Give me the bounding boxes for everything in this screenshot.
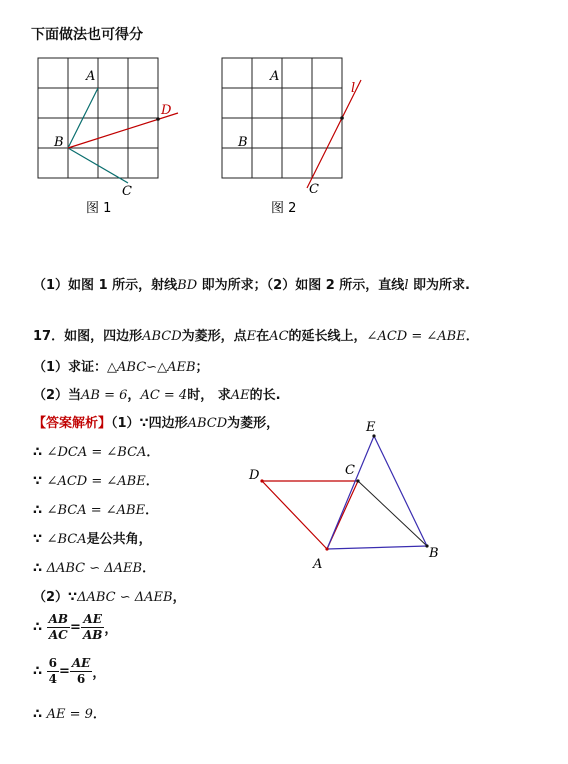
fig2-caption: 图 2 xyxy=(271,201,297,216)
q2-sep: ， xyxy=(127,388,141,403)
step-5-end: ． xyxy=(142,561,156,576)
step-2-expr: ∠ACD = ∠ABE xyxy=(46,474,146,489)
because-symbol: ∵ xyxy=(33,474,43,489)
p17-end: ． xyxy=(465,329,479,344)
rhombus-label-a: A xyxy=(313,557,323,572)
fig1-label-c: C xyxy=(122,184,132,199)
p17-abcd: ABCD xyxy=(142,329,182,344)
fraction-ae-ab xyxy=(81,612,104,643)
answer-expr: AE = 9 xyxy=(46,707,93,722)
solution-answer xyxy=(33,703,106,722)
sol-intro-abcd: ABCD xyxy=(187,416,228,431)
point-d xyxy=(156,117,160,121)
fig2-label-a: A xyxy=(270,69,280,84)
p17-text-c: 在 xyxy=(256,329,270,344)
solution-step-1 xyxy=(33,441,159,460)
fig1-caption: 图 1 xyxy=(86,201,112,216)
answer-part-2: 即为所求；（2）如图 2 所示，直线 xyxy=(197,278,405,293)
segment-cb xyxy=(358,481,427,546)
q2-mid: 时， 求 xyxy=(187,388,231,403)
fig1-label-b: B xyxy=(54,135,64,150)
fraction-ab-ac xyxy=(47,612,70,643)
therefore-symbol: ∴ xyxy=(33,707,43,722)
fraction-denominator: AC xyxy=(48,628,68,642)
segment-eb xyxy=(374,436,427,546)
therefore-symbol: ∴ xyxy=(33,664,43,679)
step-3-end: ． xyxy=(145,503,159,518)
solution-step-2 xyxy=(33,470,159,489)
answer-tag: 【答案解析】 xyxy=(33,416,112,431)
fraction-numerator: AE xyxy=(81,612,104,628)
problem-17-statement xyxy=(33,325,479,344)
figure-1 xyxy=(20,50,220,225)
step-3-expr: ∠BCA = ∠ABE xyxy=(46,503,146,518)
because-symbol: ∵ xyxy=(33,532,43,547)
rhombus-figure xyxy=(240,418,450,578)
segment-ae xyxy=(327,436,374,549)
fig1-label-a: A xyxy=(86,69,96,84)
sol-intro-a: （1）∵四边形 xyxy=(111,416,188,431)
answer-end: ． xyxy=(92,707,106,722)
p17-e: E xyxy=(246,329,257,344)
sol-intro-b: 为菱形， xyxy=(227,416,280,431)
step-2-end: ． xyxy=(145,474,159,489)
point-d xyxy=(260,479,263,482)
fraction-numerator: AE xyxy=(71,656,91,670)
answer-line-l: l xyxy=(404,278,409,293)
figure-1-grid xyxy=(38,58,158,178)
problem-17-q2 xyxy=(33,384,281,403)
fraction-numerator: AB xyxy=(48,612,69,626)
equals-sign: = xyxy=(70,620,81,635)
step-4-text: 是公共角， xyxy=(86,532,152,547)
step-1-end: ． xyxy=(146,445,160,460)
therefore-symbol: ∴ xyxy=(33,561,43,576)
fig1-label-d: D xyxy=(161,103,172,118)
q2-end: 的长. xyxy=(249,388,281,403)
solution-fraction-2 xyxy=(33,656,105,687)
part-2-expr: ΔABC ∽ ΔAEB xyxy=(77,590,173,605)
answer-line xyxy=(33,274,470,293)
fraction-ae-6 xyxy=(70,656,92,687)
fraction-denominator: AB xyxy=(82,628,103,642)
line-l xyxy=(307,80,361,188)
fraction-6-4 xyxy=(47,656,59,687)
q1-end: ； xyxy=(195,360,209,375)
fraction-1-end: ， xyxy=(104,622,118,637)
triangle-acd xyxy=(262,481,358,549)
rhombus-label-e: E xyxy=(366,420,376,435)
segment-ab xyxy=(327,546,427,549)
step-5-expr: ΔABC ∽ ΔAEB xyxy=(46,561,143,576)
p17-text-d: 的延长线上， xyxy=(288,329,367,344)
fig2-label-l: l xyxy=(351,81,356,96)
rhombus-label-c: C xyxy=(345,463,355,478)
rhombus-label-d: D xyxy=(249,468,260,483)
fig2-label-b: B xyxy=(238,135,248,150)
p17-condition: ∠ACD = ∠ABE xyxy=(366,329,466,344)
figure-2 xyxy=(205,50,385,225)
q2-ac: AC = 4 xyxy=(140,388,188,403)
intro-text: 下面做法也可得分 xyxy=(31,27,143,43)
point-a xyxy=(325,547,328,550)
q2-label: （2）当 xyxy=(33,388,82,403)
answer-ray-bd: BD xyxy=(177,278,198,293)
problem-17-q1 xyxy=(33,356,209,375)
fraction-numerator: 6 xyxy=(48,656,57,670)
equals-sign: = xyxy=(58,664,70,679)
point-c xyxy=(356,479,359,482)
part-2-end: ， xyxy=(172,590,186,605)
therefore-symbol: ∴ xyxy=(33,445,43,460)
therefore-symbol: ∴ xyxy=(33,503,43,518)
fig2-point xyxy=(340,116,344,120)
step-1-expr: ∠DCA = ∠BCA xyxy=(46,445,147,460)
solution-part-2 xyxy=(33,586,186,605)
q2-ae: AE xyxy=(230,388,250,403)
fraction-2-end: ， xyxy=(92,666,106,681)
solution-step-3 xyxy=(33,499,158,518)
therefore-symbol: ∴ xyxy=(33,620,43,635)
fraction-denominator: 6 xyxy=(76,672,86,686)
p17-text-b: 为菱形，点 xyxy=(181,329,247,344)
q1-expr: △ABC∽△AEB xyxy=(107,360,196,375)
answer-part-1: （1）如图 1 所示，射线 xyxy=(33,278,178,293)
p17-text-a: 17．如图，四边形 xyxy=(33,329,143,344)
step-4-expr: ∠BCA xyxy=(46,532,87,547)
fraction-denominator: 4 xyxy=(48,672,57,686)
q2-ab: AB = 6 xyxy=(81,388,128,403)
part-2-label: （2）∵ xyxy=(33,590,78,605)
solution-step-5 xyxy=(33,557,155,576)
solution-fraction-1 xyxy=(33,612,117,643)
figure-2-grid xyxy=(222,58,342,178)
solution-step-4 xyxy=(33,528,152,547)
answer-part-3: 即为所求. xyxy=(408,278,470,293)
p17-ac: AC xyxy=(269,329,289,344)
rhombus-label-b: B xyxy=(429,546,439,561)
q1-label: （1）求证： xyxy=(33,360,108,375)
fig2-label-c: C xyxy=(309,182,319,197)
